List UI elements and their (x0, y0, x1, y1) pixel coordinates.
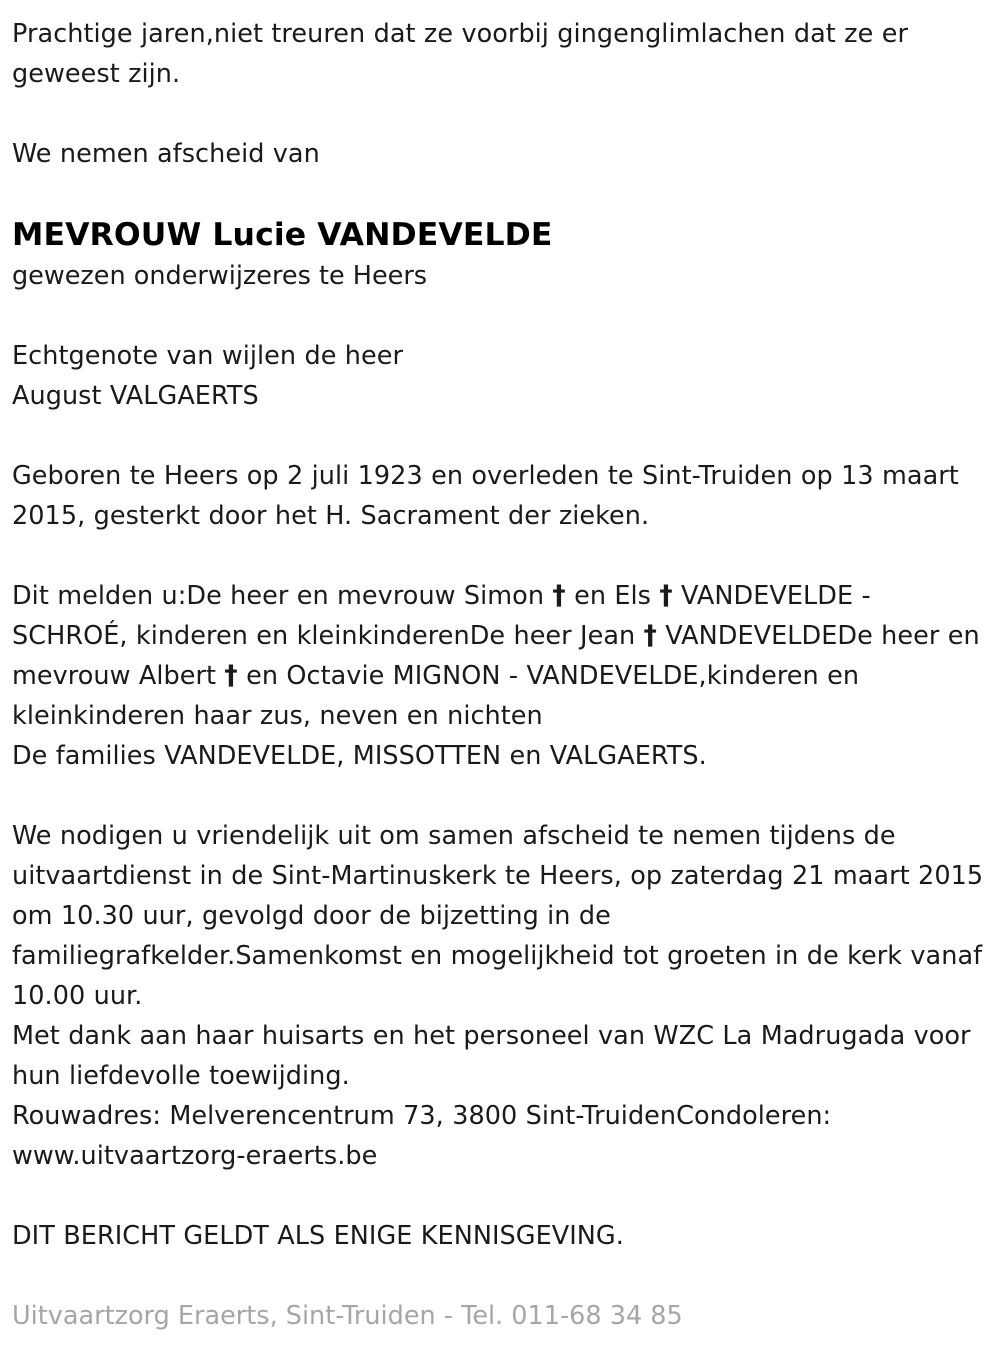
spouse-line-2: August VALGAERTS (12, 381, 259, 411)
cross-icon: † (659, 580, 673, 611)
family-segment-4: VANDEVELDEDe heer en mevrouw Albert (12, 621, 989, 691)
families-line: De families VANDEVELDE, MISSOTTEN en VALGAERTS. (12, 741, 707, 771)
cross-icon: † (552, 580, 566, 611)
spouse-line-1: Echtgenote van wijlen de heer (12, 341, 404, 371)
deceased-name: MEVROUW Lucie VANDEVELDE (12, 217, 553, 253)
deceased-occupation: gewezen onderwijzeres te Heers (12, 261, 428, 291)
spacer (12, 1256, 990, 1296)
family-segment-5: en Octavie MIGNON - VANDEVELDE,kinderen en kleinkinderen haar zus, neven en nichten (12, 661, 868, 731)
spacer (12, 1176, 990, 1216)
spacer (12, 776, 990, 816)
family-segment-2: en Els (565, 581, 660, 611)
opening-verse: Prachtige jaren,niet treuren dat ze voorbij gingenglimlachen dat ze er geweest zijn. (12, 19, 917, 89)
family-announcement (12, 576, 990, 736)
funeral-home-footer: Uitvaartzorg Eraerts, Sint-Truiden - Tel. 011-68 34 85 (12, 1301, 683, 1331)
spacer (12, 94, 990, 134)
family-segment-3: VANDEVELDE - SCHROÉ, kinderen en kleinkinderenDe heer Jean (12, 581, 880, 651)
cross-icon: † (643, 620, 657, 651)
family-segment-1: Dit melden u:De heer en mevrouw Simon (12, 581, 553, 611)
spacer (12, 416, 990, 456)
spacer (12, 174, 990, 214)
birth-death-dates: Geboren te Heers op 2 juli 1923 en overleden te Sint-Truiden op 13 maart 2015, gesterkt door het H. Sacrament der zieken. (12, 461, 968, 531)
spacer (12, 296, 990, 336)
spacer (12, 536, 990, 576)
mourning-address: Rouwadres: Melverencentrum 73, 3800 Sint-TruidenCondoleren: www.uitvaartzorg-eraerts.be (12, 1101, 840, 1171)
sole-notice: DIT BERICHT GELDT ALS ENIGE KENNISGEVING. (12, 1221, 624, 1251)
cross-icon: † (224, 660, 238, 691)
farewell-intro: We nemen afscheid van (12, 139, 320, 169)
service-thanks: Met dank aan haar huisarts en het personeel van WZC La Madrugada voor hun liefdevolle toewijding. (12, 1021, 979, 1091)
service-invitation: We nodigen u vriendelijk uit om samen afscheid te nemen tijdens de uitvaartdienst in de Sint-Martinuskerk te Heers, op zaterdag 21 maart 2015 om 10.30 uur, gevolgd door de bijzetting in de familiegrafkelder.Samenkomst en mogelijkheid tot groeten in de kerk vanaf 10.00 uur. (12, 821, 992, 1011)
